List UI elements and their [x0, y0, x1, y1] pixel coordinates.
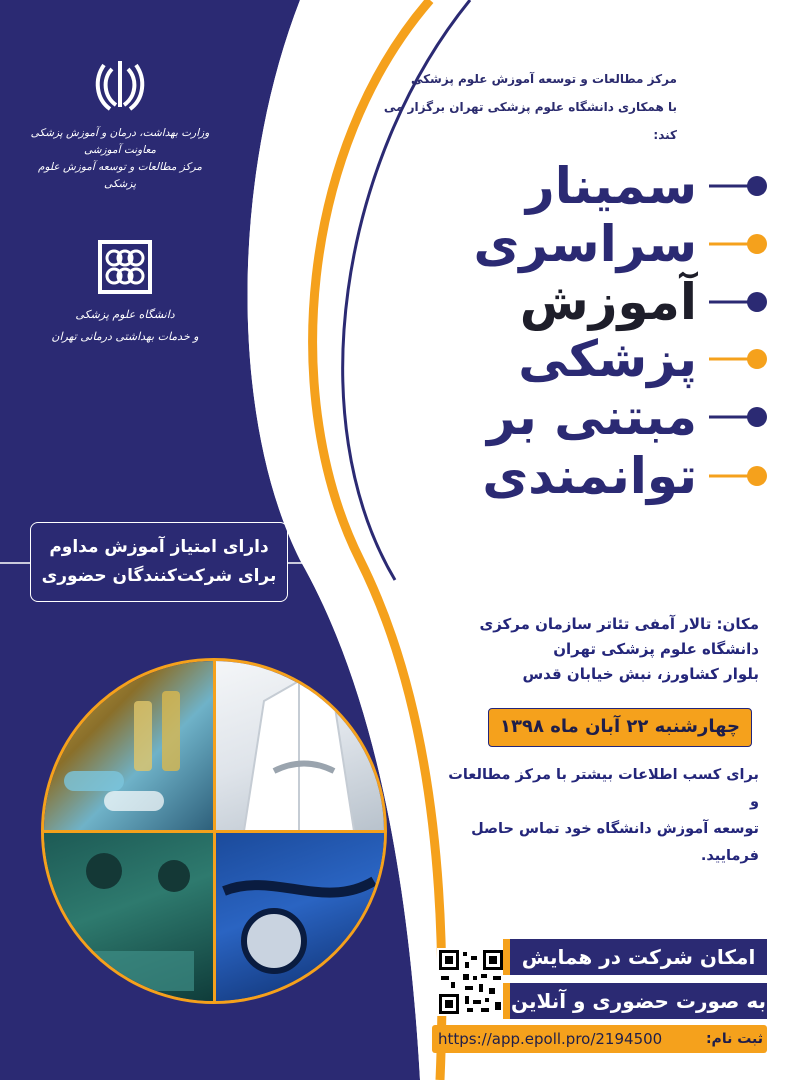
- montage-divider-horizontal: [44, 830, 384, 833]
- contact-info: [439, 762, 759, 870]
- tums-logo-icon: [96, 238, 154, 296]
- orange-bullet-icon: [709, 233, 771, 255]
- photo-medicine-vials: [44, 661, 214, 831]
- cme-line-1: دارای امتیاز آموزش مداوم: [49, 537, 269, 557]
- navy-bullet-icon: [709, 406, 771, 428]
- header-line-1: مرکز مطالعات و توسعه آموزش علوم پزشکی: [410, 72, 677, 86]
- university-line-2: و خدمات بهداشتی درمانی تهران: [51, 330, 199, 343]
- registration-link[interactable]: https://app.epoll.pro/2194500: [438, 1030, 663, 1048]
- venue-line-1: مکان: تالار آمفی تئاتر سازمان مرکزی: [479, 615, 759, 633]
- contact-line-2: توسعه آموزش دانشگاه خود تماس حاصل: [471, 821, 759, 837]
- orange-bullet-icon: [709, 348, 771, 370]
- event-date: چهارشنبه ۲۲ آبان ماه ۱۳۹۸: [488, 708, 752, 747]
- qr-code-icon[interactable]: [437, 948, 505, 1016]
- orange-bullet-icon: [709, 465, 771, 487]
- title-row-6: [351, 446, 771, 506]
- venue-line-2: دانشگاه علوم پزشکی تهران: [553, 640, 759, 658]
- online-line-2: به صورت حضوری و آنلاین: [510, 983, 767, 1019]
- title-row-2: [351, 214, 771, 274]
- university-logo-block: [40, 238, 210, 348]
- cme-line-2: برای شرکت‌کنندگان حضوری: [41, 566, 277, 586]
- title-row-3: [351, 272, 771, 332]
- title-row-4: [351, 329, 771, 389]
- photo-doctor: [214, 661, 384, 831]
- contact-line-1: برای کسب اطلاعات بیشتر با مرکز مطالعات و: [448, 767, 759, 810]
- ministry-logo-block: [30, 55, 210, 193]
- organizer-header: [377, 65, 677, 149]
- title-line-6: توانمندی: [482, 447, 697, 505]
- photo-stethoscope: [214, 831, 384, 1001]
- ministry-line-3: مرکز مطالعات و توسعه آموزش علوم پزشکی: [37, 161, 203, 190]
- online-line-1: امکان شرکت در همایش: [510, 939, 767, 975]
- doctor-coat-icon: [214, 661, 384, 831]
- navy-bullet-icon: [709, 175, 771, 197]
- navy-bullet-icon: [709, 291, 771, 313]
- title-line-2: سراسری: [473, 215, 697, 273]
- ministry-line-2: معاونت آموزشی: [83, 144, 157, 156]
- ministry-line-1: وزارت بهداشت، درمان و آموزش پزشکی: [30, 127, 210, 139]
- stethoscope-icon: [214, 831, 384, 1001]
- venue-line-3: بلوار کشاورز، نبش خیابان قدس: [522, 665, 759, 683]
- title-line-3: آموزش: [519, 273, 697, 331]
- contact-line-3: فرمایید.: [700, 848, 759, 864]
- surgeons-icon: [44, 831, 214, 1001]
- venue-info: [419, 612, 759, 687]
- photo-montage: [41, 658, 387, 1004]
- title-row-5: [351, 387, 771, 447]
- title-line-1: سمینار: [525, 157, 697, 215]
- title-line-4: پزشکی: [518, 330, 697, 388]
- pills-icon: [44, 661, 214, 831]
- registration-label: ثبت نام:: [705, 1031, 763, 1047]
- university-line-1: دانشگاه علوم پزشکی: [75, 308, 175, 321]
- title-line-5: مبتنی بر: [486, 388, 697, 446]
- title-row-1: [351, 156, 771, 216]
- iran-emblem-icon: [90, 55, 150, 115]
- photo-surgery: [44, 831, 214, 1001]
- cme-credit-badge: [30, 522, 288, 602]
- header-line-2: با همکاری دانشگاه علوم پزشکی تهران برگزار می کند:: [383, 100, 677, 142]
